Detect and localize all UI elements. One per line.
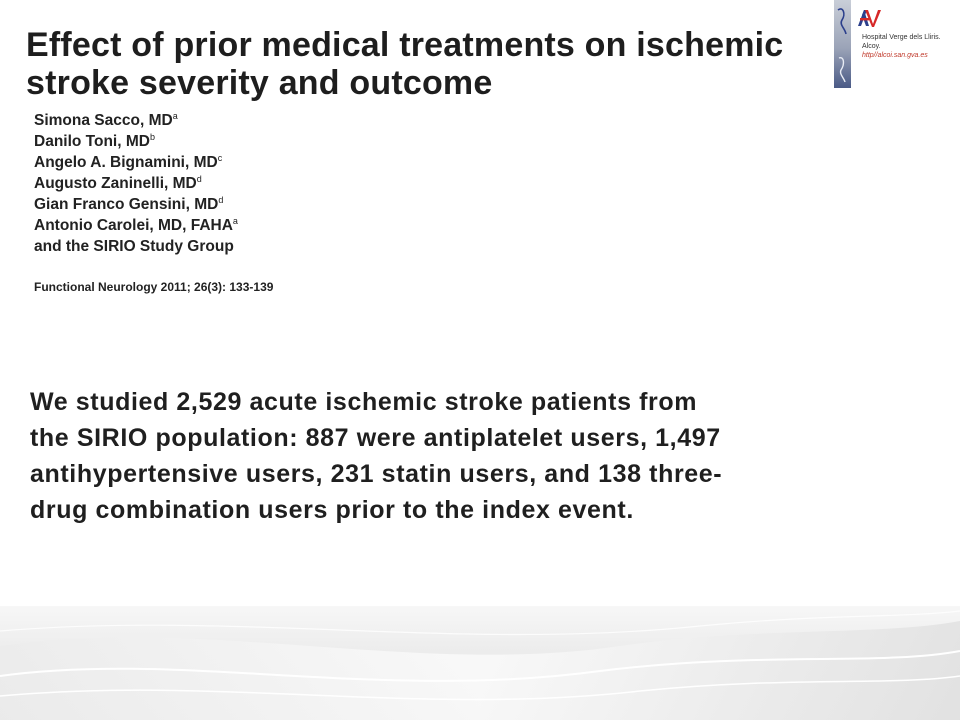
hospital-caption: Hospital Verge dels Lliris. Alcoy. http//alcoi.san.gva.es bbox=[862, 34, 941, 59]
hospital-url: http//alcoi.san.gva.es bbox=[862, 52, 928, 59]
author-item: Augusto Zaninelli, $MD^d$ bbox=[34, 173, 202, 192]
finding-line: the SIRIO population: 887 were antiplatelet users, 1,497 bbox=[30, 424, 721, 452]
author-item: and the SIRIO Study Group bbox=[34, 238, 234, 255]
author-item: Danilo Toni, $MD^b$ bbox=[34, 131, 155, 150]
finding-line: antihypertensive users, 231 statin users, and 138 three- bbox=[30, 460, 723, 488]
logo-strip bbox=[834, 0, 851, 88]
finding-line: drug combination users prior to the index event. bbox=[30, 496, 634, 524]
hospital-logo bbox=[834, 0, 960, 90]
finding-line: We studied 2,529 acute ischemic stroke patients from bbox=[30, 388, 698, 416]
footer-swoosh bbox=[0, 606, 960, 720]
slide-title: Effect of prior medical treatments on ischemic stroke severity and outcome bbox=[26, 26, 784, 102]
author-item: Angelo A. Bignamini, $MD^c$ bbox=[34, 152, 223, 171]
study-finding bbox=[30, 384, 820, 528]
author-list bbox=[34, 110, 238, 257]
logo-strip-figures-icon bbox=[834, 0, 851, 88]
journal-citation: Functional Neurology 2011; 26(3): 133-139 bbox=[34, 280, 274, 294]
author-item: Antonio Carolei, MD, FAHA$^a$ bbox=[34, 215, 238, 234]
gva-logo-icon bbox=[856, 6, 882, 28]
author-item: Simona Sacco, $MD^a$ bbox=[34, 110, 178, 129]
author-item: Gian Franco Gensini, $MD^d$ bbox=[34, 194, 224, 213]
